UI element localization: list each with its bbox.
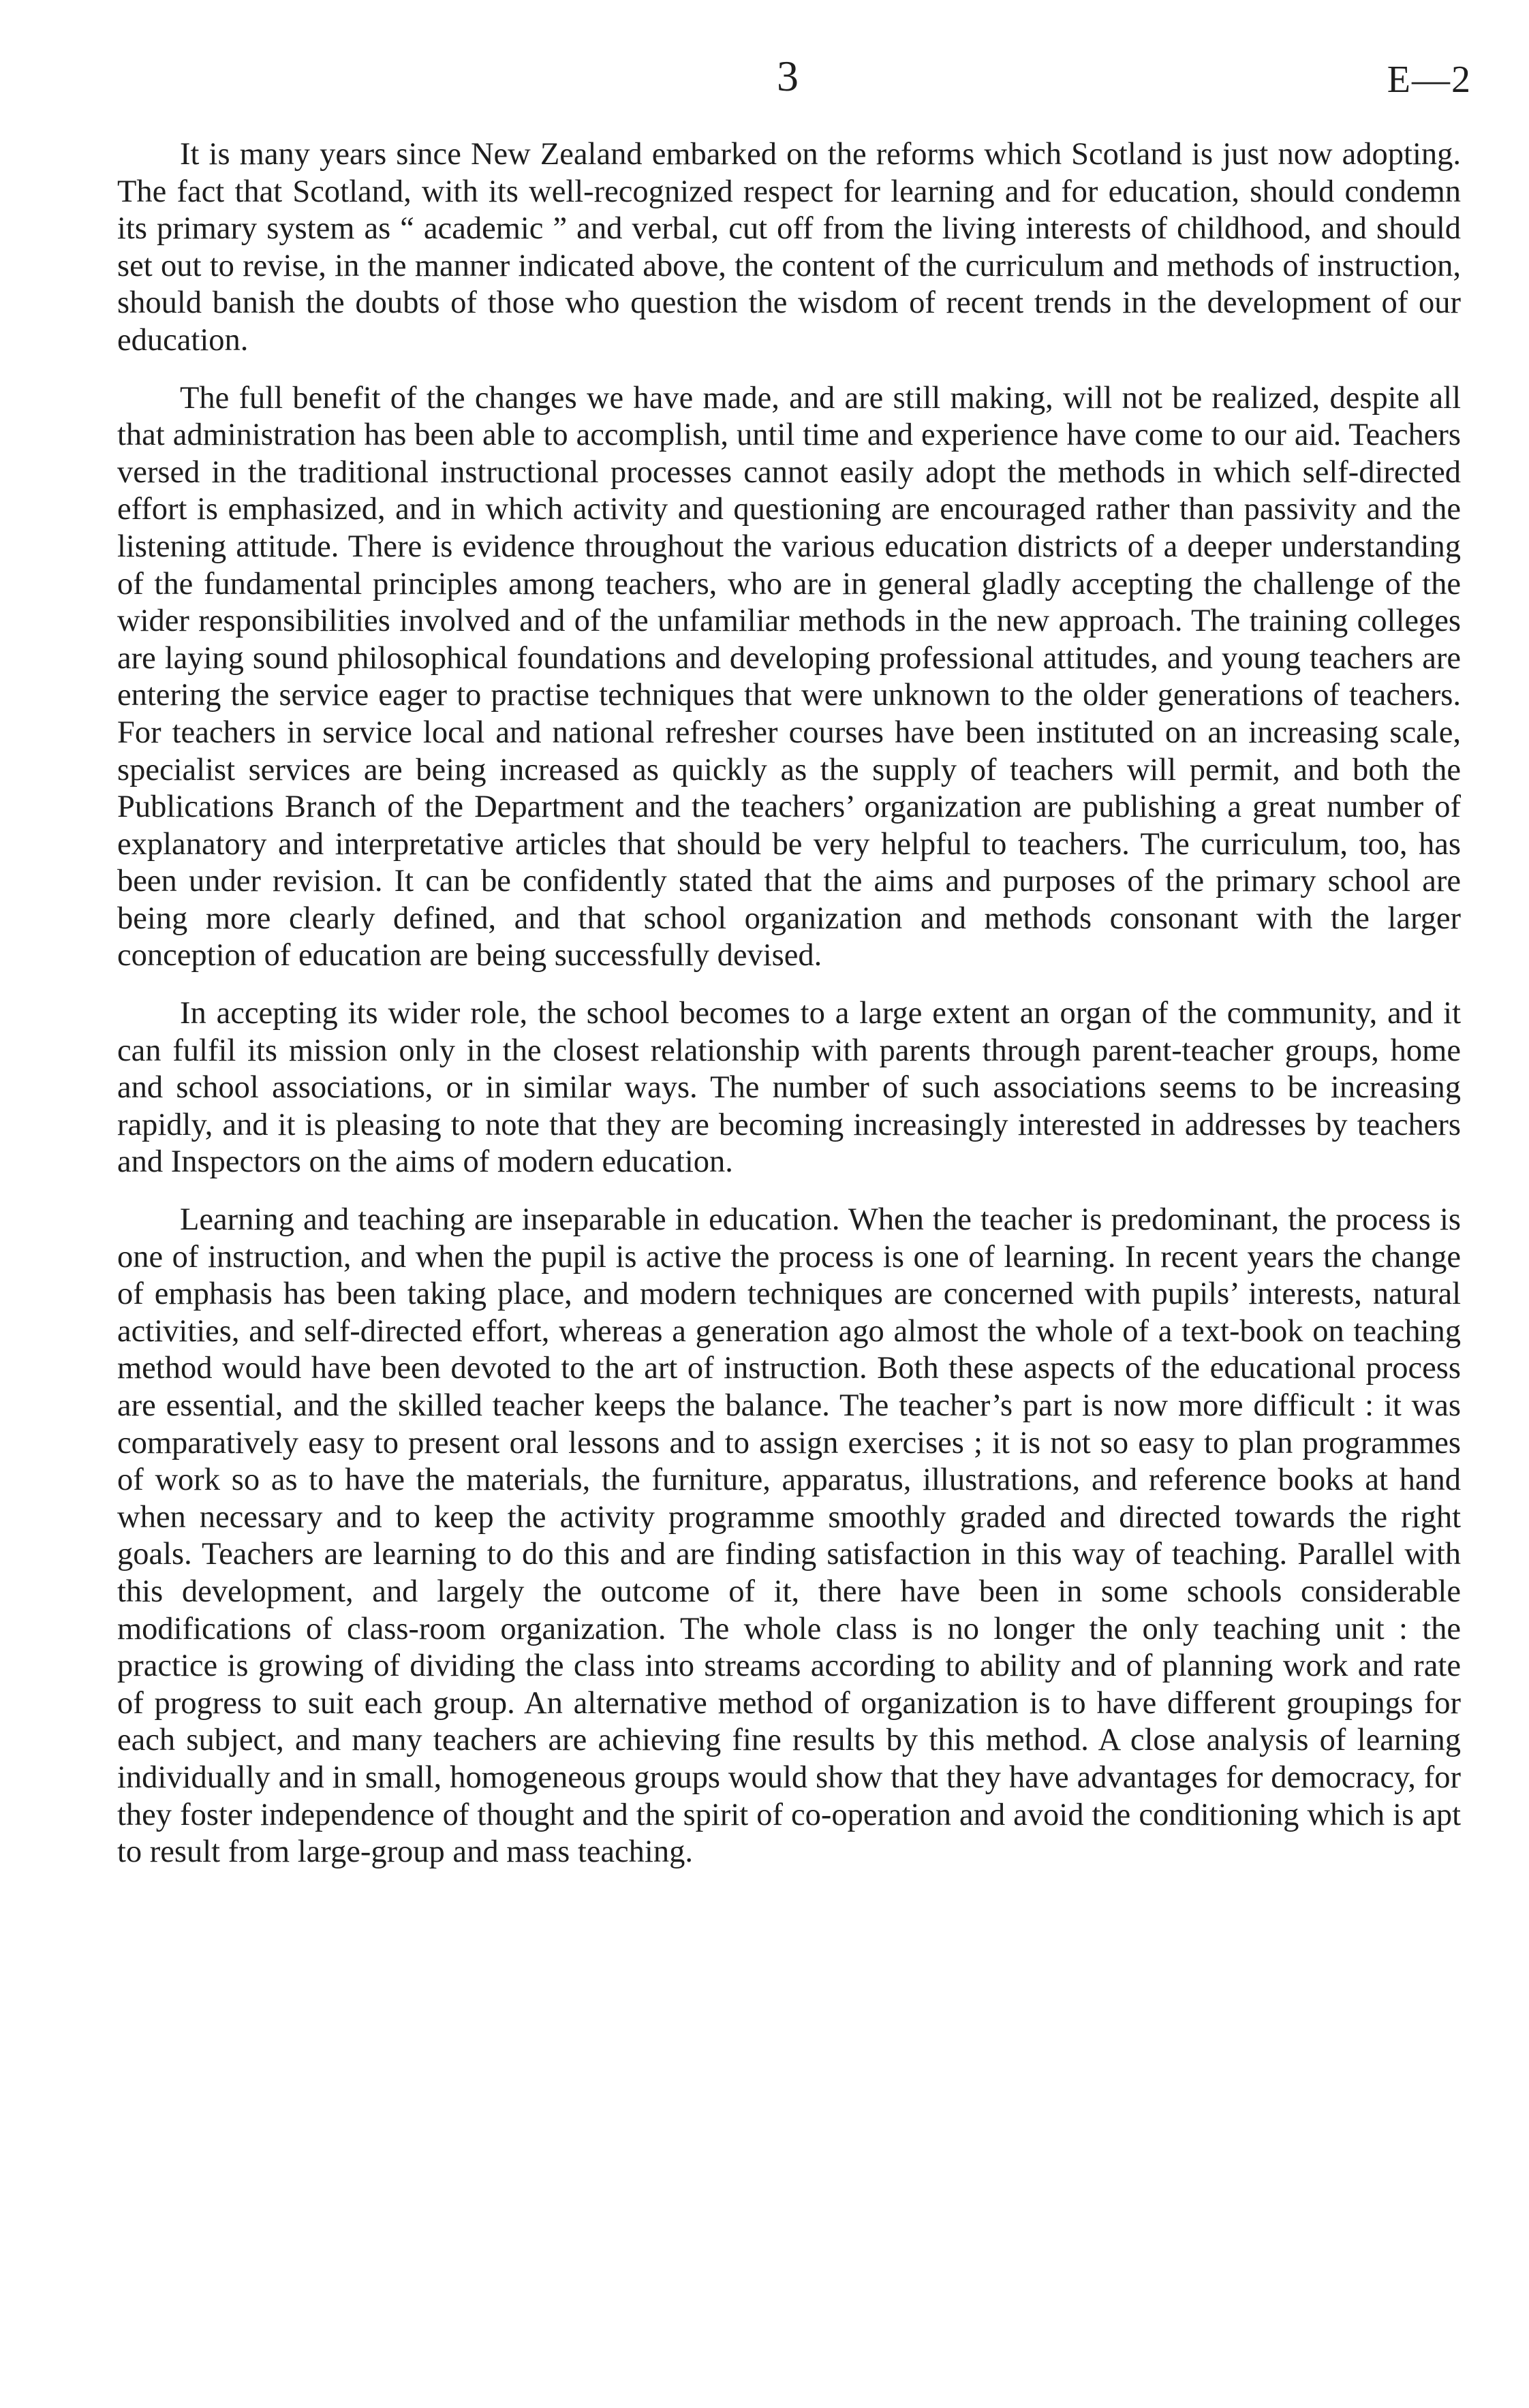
- paragraph: It is many years since New Zealand embarked on the reforms which Scotland is just now adopting. The fact that Scotland, with its well-recognized respect for learning and for education, should condemn its primary system as “ academic ” and verbal, cut off from the living interests of childhood, and should set out to revise, in the manner indicated above, the content of the curriculum and methods of instruction, should banish the doubts of those who question the wisdom of recent trends in the development of our education.: [117, 137, 1461, 358]
- document-reference: E—2: [1387, 59, 1472, 101]
- body-text: [117, 136, 1461, 1892]
- paragraph: The full benefit of the changes we have made, and are still making, will not be realized, despite all that administration has been able to accomplish, until time and experience have come to our aid. Teachers versed in the traditional instructional processes cannot easily adopt the methods in which self-directed effort is emphasized, and in which activity and questioning are encouraged rather than passivity and the listening attitude. There is evidence throughout the various education districts of a deeper understanding of the fundamental principles among teachers, who are in general gladly accepting the challenge of the wider responsibilities involved and of the unfamiliar methods in the new approach. The training colleges are laying sound philosophical foundations and developing professional attitudes, and young teachers are entering the service eager to practise techniques that were unknown to the older generations of teachers. For teachers in service local and national refresher courses have been instituted on an increasing scale, specialist services are being increased as quickly as the supply of teachers will permit, and both the Publications Branch of the Department and the teachers’ organization are publishing a great number of explanatory and interpretative articles that should be very helpful to teachers. The curriculum, too, has been under revision. It can be confidently stated that the aims and purposes of the primary school are being more clearly defined, and that school organization and methods consonant with the larger conception of education are being successfully devised.: [117, 380, 1461, 973]
- paragraph: In accepting its wider role, the school becomes to a large extent an organ of the community, and it can fulfil its mission only in the closest relationship with parents through parent-teacher groups, home and school associations, or in similar ways. The number of such associations seems to be increasing rapidly, and it is pleasing to note that they are becoming increasingly interested in addresses by teachers and Inspectors on the aims of modern education.: [117, 996, 1461, 1180]
- paragraph: Learning and teaching are inseparable in education. When the teacher is predominant, the process is one of instruction, and when the pupil is active the process is one of learning. In recent years the change of emphasis has been taking place, and modern techniques are concerned with pupils’ interests, natural activities, and self-directed effort, whereas a generation ago almost the whole of a text-book on teaching method would have been devoted to the art of instruction. Both these aspects of the educational process are essential, and the skilled teacher keeps the balance. The teacher’s part is now more difficult : it was comparatively easy to present oral lessons and to assign exercises ; it is not so easy to plan programmes of work so as to have the materials, the furniture, apparatus, illustrations, and reference books at hand when necessary and to keep the activity programme smoothly graded and directed towards the right goals. Teachers are learning to do this and are finding satisfaction in this way of teaching. Parallel with this development, and largely the outcome of it, there have been in some schools considerable modifications of class-room organization. The whole class is no longer the only teaching unit : the practice is growing of dividing the class into streams according to ability and of planning work and rate of progress to suit each group. An alternative method of organization is to have different groupings for each subject, and many teachers are achieving fine results by this method. A close analysis of learning individually and in small, homogeneous groups would show that they have advantages for democracy, for they foster independence of thought and the spirit of co-operation and avoid the conditioning which is apt to result from large-group and mass teaching.: [117, 1202, 1461, 1870]
- page-number: 3: [777, 52, 799, 100]
- page-header: [116, 45, 1472, 120]
